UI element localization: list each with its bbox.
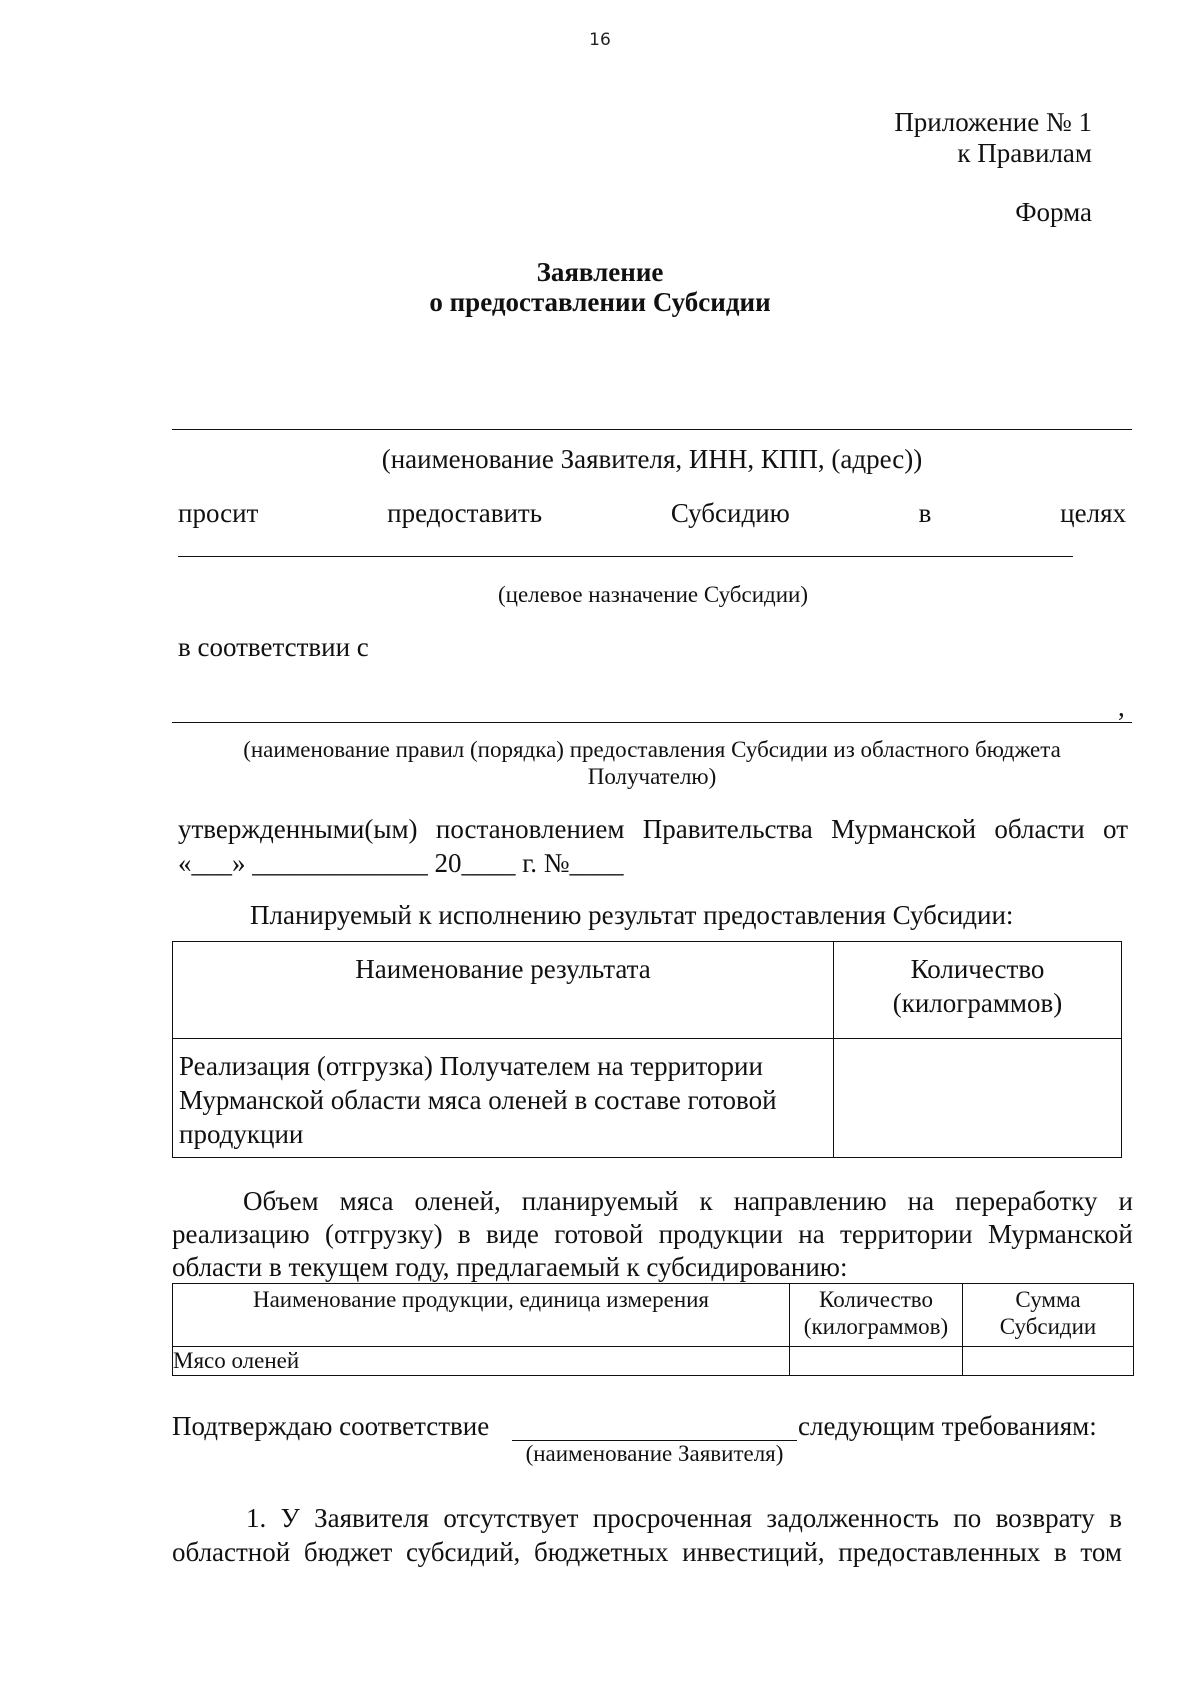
rules-blank-line (172, 722, 1132, 723)
product-name-header (173, 1284, 790, 1347)
table-row (173, 1039, 1122, 1158)
word: 1. (246, 1503, 267, 1533)
word: мяса (339, 1186, 394, 1216)
word: областной (172, 1537, 291, 1567)
word: возврату (995, 1503, 1095, 1533)
word: к (699, 1186, 713, 1216)
product-qty-header-line1: Количество (819, 1287, 933, 1312)
result-name-line2: Мурманской области мяса оленей в составе готовой (179, 1085, 777, 1115)
word: в (1053, 1537, 1067, 1567)
form-label: Форма (1015, 197, 1092, 227)
approved-line2: «___» _____________ 20____ г. №____ (178, 848, 624, 878)
word: в (1109, 1503, 1122, 1533)
point1-line1 (246, 1501, 1122, 1535)
request-line (178, 496, 1126, 530)
table-header-row (173, 942, 1122, 1039)
request-word: просит (178, 498, 259, 528)
purpose-blank-line (178, 556, 1073, 557)
applicant-blank-line (172, 429, 1132, 430)
word: субсидий, (405, 1537, 521, 1567)
result-name-header (173, 942, 834, 1039)
product-sum-header (963, 1284, 1134, 1347)
word: Объем (243, 1186, 319, 1216)
result-name-cell (173, 1039, 834, 1158)
in-accordance-text: в соответствии с (178, 632, 369, 662)
point1-line2 (172, 1535, 1122, 1569)
result-table (172, 941, 1122, 1158)
word: отсутствует (443, 1503, 579, 1533)
product-sum-header-line2: Субсидии (999, 1314, 1097, 1339)
word: территории (840, 1219, 973, 1249)
result-name-header-text: Наименование результата (355, 954, 651, 984)
volume-paragraph-line3: области в текущем году, предлагаемый к субсидированию: (172, 1252, 848, 1282)
rules-caption-line1: (наименование правил (порядка) предоставления Субсидии из областного бюджета (243, 737, 1061, 762)
request-word: предоставить (387, 498, 543, 528)
result-qty-cell[interactable] (834, 1039, 1122, 1158)
word: готовой (554, 1219, 644, 1249)
product-qty-cell[interactable] (790, 1347, 963, 1376)
product-name-cell: Мясо оленей (173, 1347, 790, 1376)
confirm-right-text: следующим требованиям: (798, 1411, 1097, 1441)
word: виде (485, 1219, 539, 1249)
volume-paragraph-line1 (243, 1184, 1133, 1218)
rules-label: к Правилам (957, 138, 1092, 168)
confirm-caption: (наименование Заявителя) (525, 1441, 784, 1466)
word: (отгрузку) (325, 1219, 443, 1249)
word: и (1118, 1186, 1133, 1216)
table-header-row (173, 1284, 1134, 1347)
word: на (798, 1219, 825, 1249)
document-subtitle: о предоставлении Субсидии (429, 287, 771, 317)
word: Мурманской (987, 1219, 1133, 1249)
word: на (907, 1186, 935, 1216)
product-sum-header-line1: Сумма (1015, 1287, 1081, 1312)
volume-paragraph-line2 (172, 1217, 1133, 1251)
result-name-line1: Реализация (отгрузка) Получателем на территории (179, 1051, 763, 1081)
word: задолженность (766, 1503, 939, 1533)
comma-mark: , (1118, 692, 1125, 722)
rules-caption-line2: Получателю) (587, 764, 717, 789)
word: по (953, 1503, 982, 1533)
product-qty-header-line2: (килограммов) (803, 1314, 949, 1339)
page-number: 16 (589, 30, 611, 50)
document-title: Заявление (536, 257, 664, 287)
word: в (457, 1219, 471, 1249)
word: Заявителя (314, 1503, 429, 1533)
word: У (280, 1503, 300, 1533)
purpose-caption: (целевое назначение Субсидии) (497, 582, 809, 607)
request-word: в (918, 498, 932, 528)
product-sum-cell[interactable] (963, 1347, 1134, 1376)
product-qty-header (790, 1284, 963, 1347)
word: бюджет (303, 1537, 393, 1567)
planned-result-heading: Планируемый к исполнению результат предоставления Субсидии: (250, 900, 1014, 930)
word: оленей, (414, 1186, 501, 1216)
request-word: целях (1060, 498, 1126, 528)
approved-line1: утвержденными(ым) постановлением Правительства Мурманской области от (178, 814, 1128, 844)
result-name-line3: продукции (179, 1119, 304, 1149)
request-word: Субсидию (670, 498, 790, 528)
product-name-header-text: Наименование продукции, единица измерения (252, 1287, 710, 1312)
table-row (173, 1347, 1134, 1376)
word: реализацию (172, 1219, 310, 1249)
applicant-caption: (наименование Заявителя, ИНН, КПП, (адрес)) (381, 444, 923, 474)
result-qty-header (834, 942, 1122, 1039)
word: направлению (733, 1186, 887, 1216)
appendix-label: Приложение № 1 (894, 107, 1092, 137)
word: просроченная (592, 1503, 753, 1533)
word: инвестиций, (682, 1537, 825, 1567)
word: предоставленных (838, 1537, 1041, 1567)
word: продукции (658, 1219, 783, 1249)
result-qty-header-line1: Количество (910, 954, 1045, 984)
confirm-left-text: Подтверждаю соответствие (172, 1411, 490, 1441)
word: переработку (955, 1186, 1098, 1216)
result-qty-header-line2: (килограммов) (892, 988, 1063, 1018)
product-table (172, 1283, 1134, 1376)
word: планируемый (521, 1186, 679, 1216)
word: том (1080, 1537, 1122, 1567)
word: бюджетных (533, 1537, 669, 1567)
